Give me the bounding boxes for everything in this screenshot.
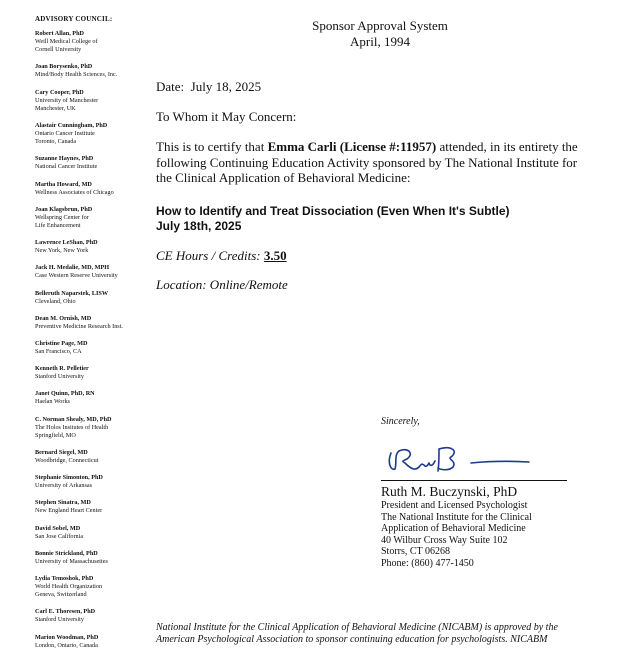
- council-member-name: Martha Howard, MD: [35, 180, 92, 188]
- council-member-name: Kenneth R. Pelletier: [35, 365, 89, 373]
- accreditation-footer: [156, 622, 596, 646]
- signer-title: President and Licensed Psychologist: [381, 500, 528, 511]
- council-member: [35, 550, 145, 566]
- location-line: Location: Online/Remote: [156, 277, 288, 292]
- council-member: [35, 155, 145, 171]
- date-label: Date:: [156, 79, 185, 94]
- council-member-name: Jack H. Medalie, MD, MPH: [35, 264, 110, 272]
- phone-line: Phone: (860) 477-1450: [381, 557, 474, 569]
- council-member-name: Alastair Cunningham, PhD: [35, 122, 108, 130]
- council-member-name: Marion Woodman, PhD: [35, 633, 99, 641]
- council-member-name: Carl E. Thoresen, PhD: [35, 608, 96, 616]
- signature-block: [381, 416, 581, 569]
- council-member-name: Stephen Sinatra, MD: [35, 499, 91, 507]
- council-member: [35, 416, 145, 440]
- certify-suffix: attended, in its entirety the following Continuing Education Activity sponsored by The National Institute for the Clinical Application of Behavioral Medicine:: [156, 139, 578, 185]
- council-member: [35, 499, 145, 515]
- council-member-affiliation: Life Enhancement: [35, 222, 81, 230]
- council-member-affiliation: Springfield, MO: [35, 431, 76, 439]
- council-member: [35, 608, 145, 624]
- council-member-affiliation: Haelan Works: [35, 398, 70, 406]
- footer-line-2: American Psychological Association to sponsor continuing education for psychologists. NICABM: [156, 634, 548, 645]
- council-member-name: Belleruth Naparstek, LISW: [35, 289, 109, 297]
- council-member: [35, 239, 145, 255]
- council-member-name: Joan Klagsbrun, PhD: [35, 205, 93, 213]
- council-member-name: Stephanie Simonton, PhD: [35, 474, 103, 482]
- council-member-affiliation: Case Western Reserve University: [35, 272, 118, 280]
- council-member-affiliation: Ontario Cancer Institute: [35, 130, 95, 138]
- council-member-affiliation: National Cancer Institute: [35, 163, 98, 171]
- credits-value: 3.50: [263, 247, 287, 263]
- course-date: July 18th, 2025: [156, 218, 242, 233]
- header-date: April, 1994: [350, 34, 410, 49]
- council-member-affiliation: San Francisco, CA: [35, 348, 82, 356]
- council-member: [35, 181, 145, 197]
- council-member: [35, 290, 145, 306]
- certification-paragraph: [156, 139, 596, 186]
- address-line-1: 40 Wilbur Cross Way Suite 102: [381, 534, 508, 546]
- council-member: [35, 122, 145, 146]
- certify-prefix: This is to certify that: [156, 139, 268, 154]
- date-value: July 18, 2025: [190, 79, 262, 94]
- council-member-name: Suzanne Haynes, PhD: [35, 155, 94, 163]
- advisory-council-list: [35, 30, 145, 650]
- council-member: [35, 474, 145, 490]
- council-member-affiliation: San Jose California: [35, 532, 84, 540]
- council-member: [35, 449, 145, 465]
- council-member: [35, 575, 145, 599]
- council-member: [35, 315, 145, 331]
- council-member-affiliation: New England Heart Center: [35, 507, 103, 515]
- council-member-affiliation: The Holos Insitutes of Health: [35, 423, 109, 431]
- council-member: [35, 390, 145, 406]
- letter-date: [156, 79, 596, 95]
- address-line-2: Storrs, CT 06268: [381, 546, 450, 557]
- signature-line: [381, 480, 567, 481]
- council-member-name: Robert Allan, PhD: [35, 30, 84, 37]
- council-member: [35, 634, 145, 650]
- council-member-name: Cary Cooper, PhD: [35, 88, 84, 96]
- council-member-affiliation: Manchester, UK: [35, 104, 76, 112]
- council-member-name: Janet Quinn, PhD, RN: [35, 390, 95, 398]
- council-member: [35, 340, 145, 356]
- council-member-affiliation: New York, New York: [35, 247, 89, 255]
- letter-body: [156, 79, 596, 293]
- credits-label: CE Hours / Credits:: [156, 247, 264, 263]
- council-member-affiliation: Woodbridge, Connecticut: [35, 457, 99, 465]
- council-member-name: Lydia Temoshok, PhD: [35, 575, 94, 583]
- advisory-council: [35, 15, 145, 659]
- course-info: [156, 204, 596, 234]
- council-member-name: Dean M. Ornish, MD: [35, 314, 92, 322]
- council-member-affiliation: University of Manchester: [35, 96, 99, 104]
- salutation: To Whom it May Concern:: [156, 108, 297, 124]
- council-member-name: Christine Page, MD: [35, 340, 88, 348]
- org-line-2: Application of Behavioral Medicine: [381, 523, 526, 534]
- council-member-name: Lawrence LeShan, PhD: [35, 239, 98, 247]
- council-member-name: Bernard Siegel, MD: [35, 449, 88, 457]
- signer-details: [381, 500, 581, 569]
- council-member: [35, 365, 145, 381]
- footer-line-1: National Institute for the Clinical Application of Behavioral Medicine (NICABM) is approved by the: [156, 622, 558, 633]
- council-member-affiliation: Wellness Associates of Chicago: [35, 188, 114, 196]
- council-member-affiliation: Preventive Medicine Research Inst.: [35, 322, 123, 330]
- participant-name: Emma Carli (License #:11957): [267, 139, 437, 154]
- credits-line: [156, 248, 596, 264]
- council-member-affiliation: Wellspring Center for: [35, 213, 89, 221]
- handwritten-signature: [381, 437, 571, 475]
- council-member-affiliation: Cornell University: [35, 46, 82, 54]
- council-member-affiliation: Weill Medical College of: [35, 38, 98, 45]
- signer-name: Ruth M. Buczynski, PhD: [381, 484, 518, 499]
- council-member-name: C. Norman Shealy, MD, PhD: [35, 415, 112, 423]
- org-line-1: The National Institute for the Clinical: [381, 511, 532, 523]
- closing: Sincerely,: [381, 416, 420, 427]
- council-member-name: David Sobel, MD: [35, 524, 81, 532]
- council-member: [35, 264, 145, 280]
- course-title: How to Identify and Treat Dissociation (Even When It's Subtle): [156, 203, 510, 218]
- council-member: [35, 525, 145, 541]
- council-member: [35, 89, 145, 113]
- letterhead: [250, 18, 510, 50]
- council-member-name: Bonnie Strickland, PhD: [35, 549, 98, 557]
- council-member-affiliation: University of Arkansas: [35, 482, 93, 490]
- council-member-affiliation: Cleveland, Ohio: [35, 297, 76, 305]
- council-member-affiliation: Geneva, Switzerland: [35, 591, 87, 599]
- council-member-affiliation: London, Ontario, Canada: [35, 641, 98, 649]
- council-member-affiliation: Toronto, Canada: [35, 138, 77, 146]
- council-member-affiliation: University of Massachusettes: [35, 557, 108, 565]
- advisory-council-heading: ADVISORY COUNCIL:: [35, 15, 113, 23]
- council-member-affiliation: Mind/Body Health Sciences, Inc.: [35, 71, 118, 79]
- council-member: [35, 206, 145, 230]
- council-member-affiliation: World Health Organization: [35, 583, 103, 591]
- council-member: [35, 30, 145, 54]
- council-member-name: Joan Borysenko, PhD: [35, 63, 93, 71]
- header-title: Sponsor Approval System: [312, 18, 448, 33]
- council-member-affiliation: Stanford University: [35, 373, 84, 381]
- council-member: [35, 63, 145, 79]
- council-member-affiliation: Stanford University: [35, 616, 84, 624]
